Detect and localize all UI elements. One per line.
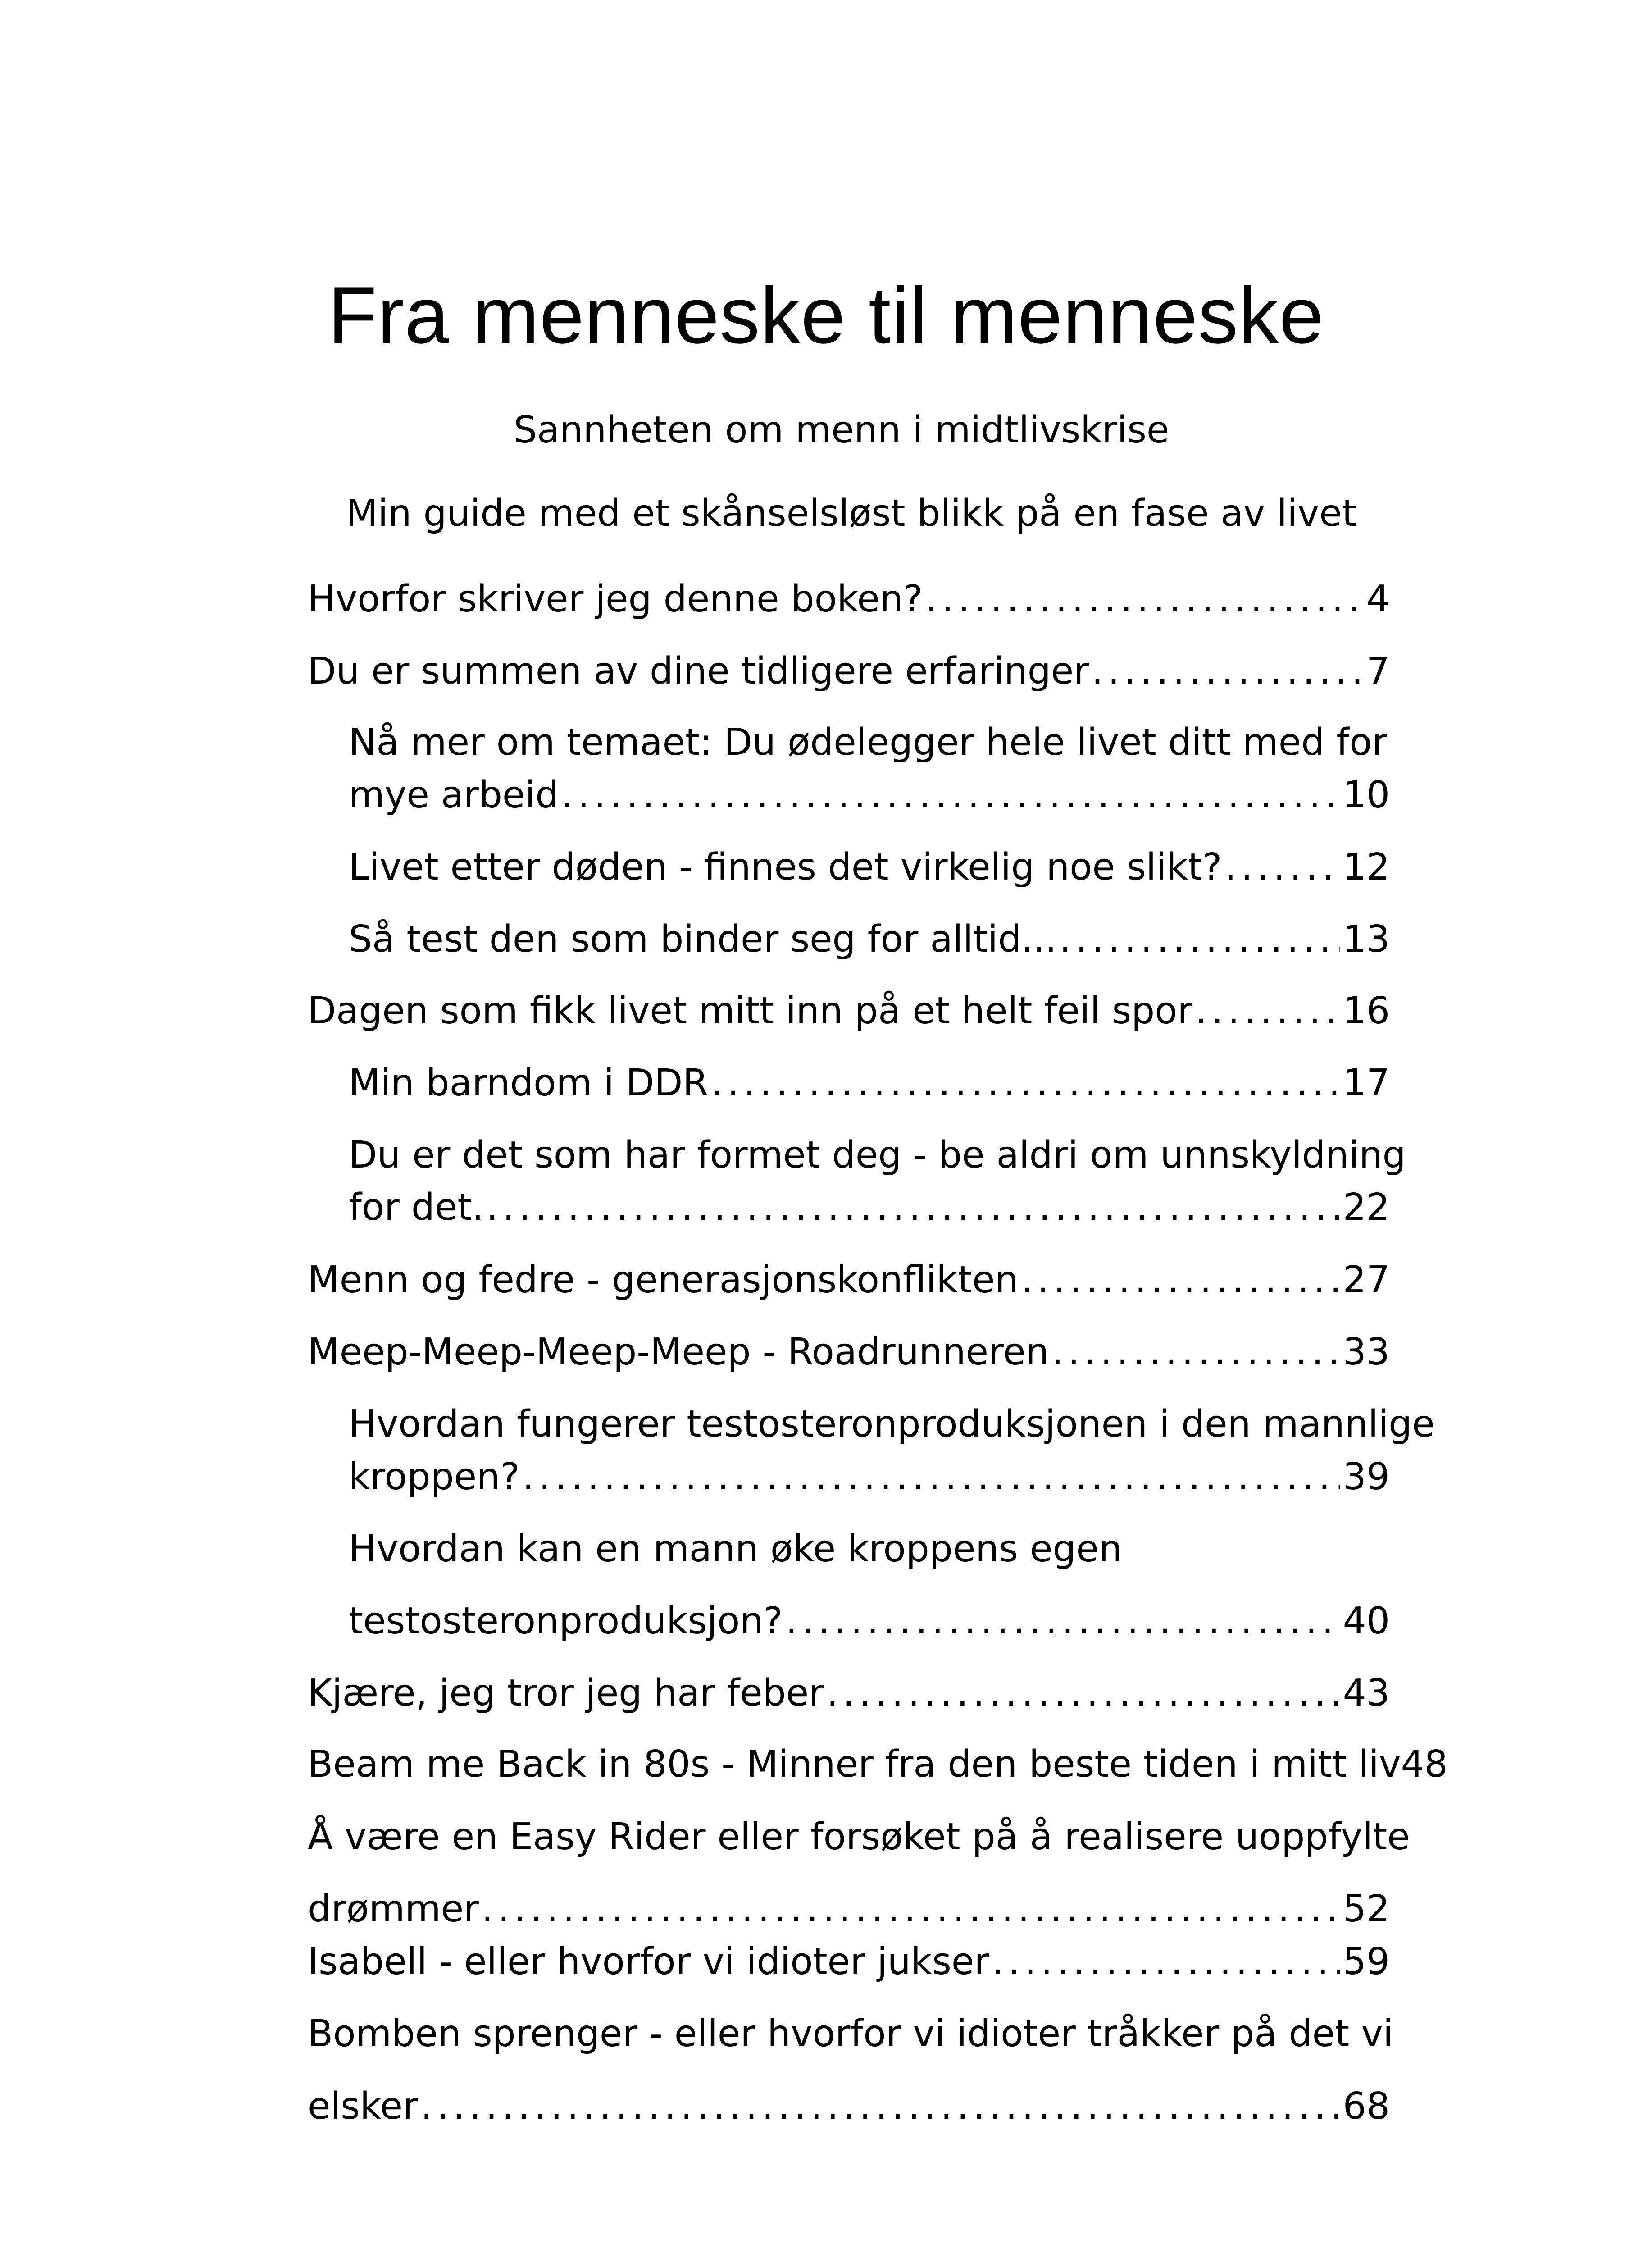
toc-page-number: 4 [1366, 578, 1390, 620]
toc-entry [308, 1669, 1390, 1718]
document-title: Fra menneske til menneske [328, 270, 1324, 360]
toc-entry [308, 1740, 1448, 1789]
toc-dot-leader [421, 2082, 1340, 2131]
toc-dot-leader [1224, 843, 1340, 892]
toc-entry-line: Hvordan fungerer testosteronproduksjonen i den mannlige [349, 1403, 1435, 1446]
toc-dot-leader [786, 1596, 1340, 1646]
toc-entry [308, 575, 1390, 624]
toc-entry-line: Bomben sprenger - eller hvorfor vi idioter tråkker på det vi [308, 2012, 1393, 2055]
document-subtitle: Sannheten om menn i midtlivskrise [514, 409, 1170, 452]
toc-entry-title: drømmer [308, 1888, 479, 1930]
toc-dot-leader [827, 1669, 1340, 1718]
toc-page-number: 59 [1343, 1940, 1390, 1983]
toc-entry-title: Meep-Meep-Meep-Meep - Roadrunneren [308, 1331, 1049, 1373]
toc-page-number: 33 [1343, 1331, 1390, 1373]
toc-dot-leader [1195, 986, 1340, 1036]
toc-entry-title: Livet etter døden - finnes det virkelig noe slikt? [349, 846, 1222, 889]
toc-entry-title: Hvorfor skriver jeg denne boken? [308, 578, 923, 620]
toc-entry [308, 647, 1390, 696]
toc-dot-leader [561, 771, 1340, 820]
toc-page-number: 10 [1343, 774, 1390, 816]
toc-page-number: 68 [1343, 2085, 1390, 2128]
toc-entry [349, 1596, 1390, 1646]
toc-entry-title: kroppen? [349, 1455, 520, 1498]
toc-page-number: 13 [1343, 918, 1390, 961]
toc-entry [349, 843, 1390, 892]
toc-entry-line: Å være en Easy Rider eller forsøket på å realisere uoppfylte [308, 1815, 1410, 1858]
toc-entry-title: Isabell - eller hvorfor vi idioter jukser [308, 1940, 990, 1983]
toc-entry [349, 1183, 1390, 1232]
toc-page-number: 7 [1366, 650, 1390, 693]
toc-entry-title: Dagen som fikk livet mitt inn på et helt feil spor [308, 990, 1193, 1032]
toc-entry-title: Beam me Back in 80s - Minner fra den beste tiden i mitt liv [308, 1743, 1401, 1786]
toc-entry [349, 915, 1390, 964]
toc-page-number: 16 [1343, 990, 1390, 1032]
toc-page-number: 27 [1343, 1259, 1390, 1301]
toc-page-number: 12 [1343, 846, 1390, 889]
toc-entry [308, 1884, 1390, 1934]
toc-entry [349, 771, 1390, 820]
toc-page-number: 39 [1343, 1455, 1390, 1498]
toc-page-number: 17 [1343, 1062, 1390, 1104]
toc-dot-leader [1021, 1255, 1340, 1305]
toc-entry-title: mye arbeid [349, 774, 559, 816]
toc-entry-title: Kjære, jeg tror jeg har feber [308, 1672, 824, 1715]
toc-dot-leader [1051, 1327, 1340, 1377]
toc-entry-title: elsker [308, 2085, 418, 2128]
toc-dot-leader [1092, 647, 1364, 696]
toc-entry [308, 2082, 1390, 2131]
toc-entry-line: Du er det som har formet deg - be aldri om unnskyldning [349, 1134, 1406, 1177]
toc-dot-leader [523, 1452, 1340, 1502]
toc-entry-title: testosteronproduksjon? [349, 1600, 783, 1642]
toc-entry [308, 986, 1390, 1036]
toc-dot-leader [482, 1884, 1340, 1934]
toc-entry-title: Så test den som binder seg for alltid... [349, 918, 1057, 961]
toc-entry-title: Du er summen av dine tidligere erfaringer [308, 650, 1089, 693]
toc-entry [308, 1255, 1390, 1305]
toc-dot-leader [925, 575, 1363, 624]
toc-entry-line: Hvordan kan en mann øke kroppens egen [349, 1528, 1122, 1570]
toc-entry-title: Menn og fedre - generasjonskonflikten [308, 1259, 1019, 1301]
toc-entry [308, 1327, 1390, 1377]
toc-dot-leader [992, 1937, 1340, 1987]
toc-page-number: 48 [1401, 1743, 1448, 1786]
toc-entry [349, 1452, 1390, 1502]
toc-page-number: 43 [1343, 1672, 1390, 1715]
toc-entry [349, 1058, 1390, 1108]
toc-dot-leader [1059, 915, 1340, 964]
toc-dot-leader [487, 1183, 1340, 1232]
toc-entry-line: Nå mer om temaet: Du ødelegger hele livet ditt med for [349, 721, 1388, 764]
toc-page-number: 40 [1343, 1600, 1390, 1642]
toc-entry [308, 1937, 1390, 1987]
toc-page-number: 52 [1343, 1888, 1390, 1930]
toc-dot-leader [711, 1058, 1340, 1108]
toc-entry-title: for det. [349, 1186, 484, 1229]
document-tagline: Min guide med et skånselsløst blikk på en fase av livet [346, 492, 1356, 535]
toc-page-number: 22 [1343, 1186, 1390, 1229]
toc-entry-title: Min barndom i DDR [349, 1062, 709, 1104]
